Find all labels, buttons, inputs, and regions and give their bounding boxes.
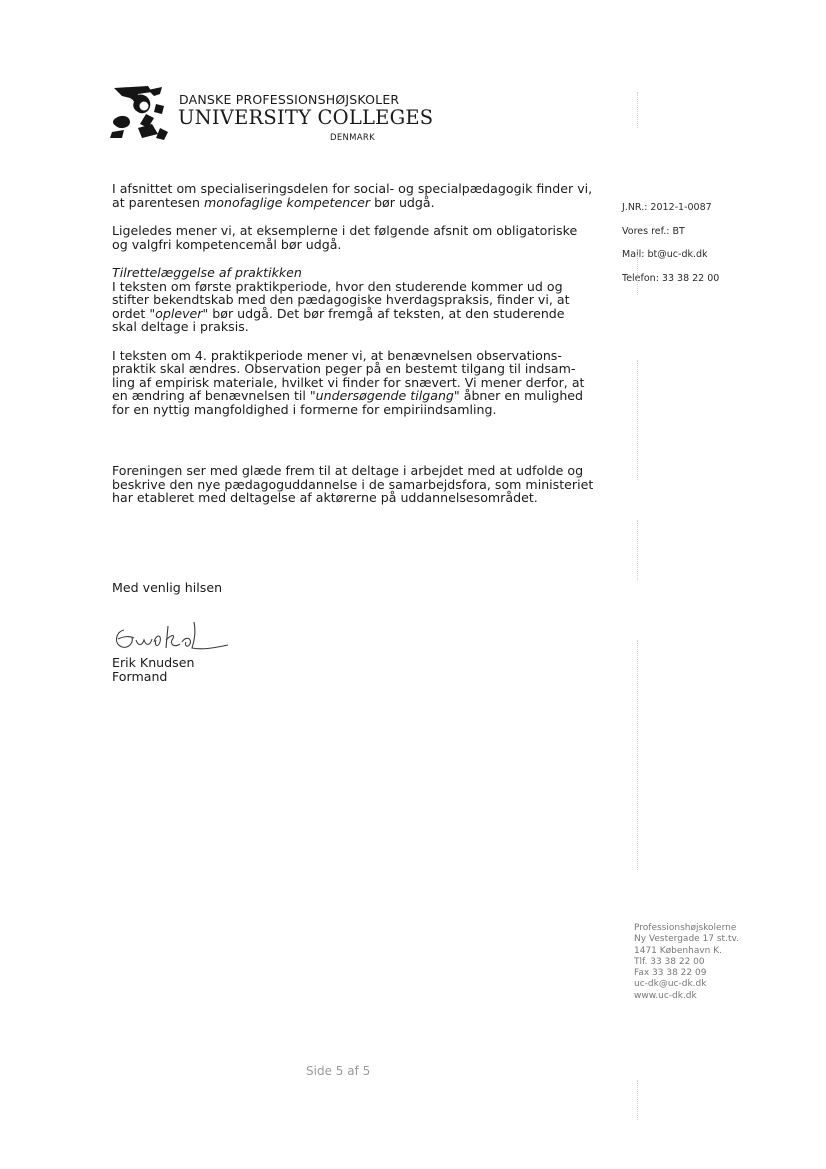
text-line: ling af empirisk materiale, hvilket vi finder for snævert. Vi mener derfor, at bbox=[112, 374, 585, 390]
text-span: en ændring af benævnelsen til bbox=[112, 388, 310, 403]
org-name-english: UNIVERSITY COLLEGES bbox=[178, 106, 434, 129]
scan-artifact-line bbox=[637, 255, 638, 295]
scan-artifact-line bbox=[637, 640, 638, 870]
scan-artifact-line bbox=[637, 360, 638, 480]
text-line: I afsnittet om specialiseringsdelen for social- og specialpædagogik finder vi, bbox=[112, 181, 593, 196]
scan-artifact-line bbox=[637, 520, 638, 580]
text-line: stifter bekendtskab med den pædagogiske hverdagspraksis, finder vi, at bbox=[112, 292, 570, 307]
journal-number: J.NR.: 2012-1-0087 bbox=[622, 202, 712, 213]
signature-image bbox=[110, 612, 240, 658]
text-line: og valgfri kompetencemål bør udgå. bbox=[112, 236, 342, 252]
text-line bbox=[112, 389, 622, 403]
emphasis-text: "undersøgende tilgang" bbox=[309, 388, 460, 403]
text-line: beskrive den nye pædagoguddannelse i de samarbejdsfora, som ministeriet bbox=[112, 476, 594, 492]
address-line: Tlf. 33 38 22 00 bbox=[634, 956, 705, 967]
text-span: bør udgå. Det bør fremgå af teksten, at den studerende bbox=[208, 305, 565, 321]
text-line: for en nyttig mangfoldighed i formerne for empiriindsamling. bbox=[112, 401, 497, 417]
text-line: Foreningen ser med glæde frem til at deltage i arbejdet med at udfolde og bbox=[112, 463, 584, 478]
paragraph-specialization bbox=[112, 182, 622, 209]
text-span: ordet bbox=[112, 305, 150, 321]
signer-name: Erik Knudsen bbox=[112, 655, 195, 670]
text-span: at parentesen bbox=[112, 194, 204, 210]
org-country: DENMARK bbox=[330, 133, 376, 143]
signer-title: Formand bbox=[112, 669, 168, 684]
closing-greeting: Med venlig hilsen bbox=[112, 580, 223, 595]
text-line bbox=[112, 307, 622, 321]
address-line: Fax 33 38 22 09 bbox=[634, 968, 707, 979]
paragraph-examples bbox=[112, 224, 622, 251]
org-name-danish: DANSKE PROFESSIONSHØJSKOLER bbox=[179, 92, 400, 107]
contact-phone: Telefon: 33 38 22 00 bbox=[622, 272, 720, 284]
contact-mail: Mail: bt@uc-dk.dk bbox=[622, 249, 708, 260]
emphasis-text: monofaglige kompetencer bbox=[203, 194, 371, 210]
organization-address bbox=[634, 923, 739, 1002]
emphasis-text: "oplever" bbox=[149, 305, 209, 321]
address-line: 1471 København K. bbox=[634, 945, 723, 956]
text-line: I teksten om første praktikperiode, hvor den studerende kommer ud og bbox=[112, 278, 563, 294]
org-emblem-icon bbox=[108, 84, 174, 142]
our-reference: Vores ref.: BT bbox=[622, 225, 685, 237]
text-line: Ligeledes mener vi, at eksemplerne i det følgende afsnit om obligatoriske bbox=[112, 223, 578, 238]
signer-block bbox=[112, 656, 194, 684]
letter-body bbox=[112, 182, 622, 505]
paragraph-fourth-period bbox=[112, 349, 622, 417]
text-span: åbner en mulighed bbox=[459, 388, 584, 403]
page-number: Side 5 af 5 bbox=[306, 1064, 371, 1078]
scan-artifact-line bbox=[637, 1080, 638, 1120]
text-line: har etableret med deltagelse af aktørerne på uddannelsesområdet. bbox=[112, 490, 538, 505]
scan-artifact-line bbox=[637, 92, 638, 128]
paragraph-practice bbox=[112, 266, 622, 334]
text-line bbox=[112, 196, 622, 210]
text-line: skal deltage i praksis. bbox=[112, 319, 249, 334]
text-line: I teksten om 4. praktikperiode mener vi, at benævnelsen observations- bbox=[112, 347, 562, 363]
address-line: Professionshøjskolerne bbox=[634, 923, 737, 933]
section-heading: Tilrettelæggelse af praktikken bbox=[112, 265, 302, 280]
address-line: uc-dk@uc-dk.dk bbox=[634, 979, 707, 990]
address-line: Ny Vestergade 17 st.tv. bbox=[634, 934, 739, 945]
text-line: praktik skal ændres. Observation peger på en bestemt tilgang til indsam- bbox=[112, 361, 576, 376]
address-line: www.uc-dk.dk bbox=[634, 990, 697, 1001]
paragraph-conclusion bbox=[112, 464, 622, 505]
org-logo bbox=[108, 84, 434, 146]
text-span: bør udgå. bbox=[370, 194, 435, 210]
